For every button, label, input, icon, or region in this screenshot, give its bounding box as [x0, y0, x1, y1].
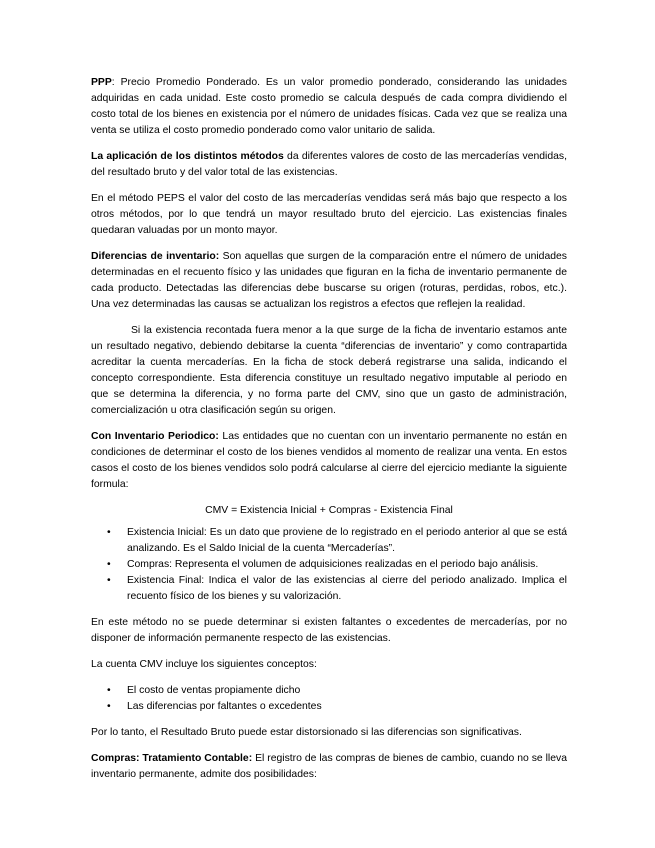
bullet-icon: • — [107, 575, 111, 586]
text-diferencias: Son aquellas que surgen de la comparación entre el número de unidades determinadas en el recuento físico y las unidades que figuran en la ficha de inventario permanente de cada producto. Detectadas las diferencias debe buscarse su origen (roturas, perdidas, robos, etc.). Una vez determinadas las causas se actualizan los registros a efectos que reflejen la realidad. — [91, 251, 567, 310]
paragraph-ppp — [91, 75, 567, 139]
paragraph-existencia: Si la existencia recontada fuera menor a la que surge de la ficha de inventario estamos ante un resultado negativo, debiendo debitarse la cuenta “diferencias de inventario” y como contrapartida acreditar la cuenta mercaderías. En la ficha de stock deberá registrarse una salida, indicando el concepto correspondiente. Esta diferencia constituye un resultado negativo imputable al periodo en que se determina la diferencia, y no forma parte del CMV, sino que un gasto de administración, comercialización u otra clasificación según su origen. — [91, 325, 567, 416]
bullet-icon: • — [107, 701, 111, 712]
cmv-bullet-list — [91, 683, 567, 715]
paragraph-peps: En el método PEPS el valor del costo de las mercaderías vendidas será más bajo que respecto a los otros métodos, por lo que tendrá un mayor resultado bruto del ejercicio. Las existencias finales quedaran valuadas por un monto mayor. — [91, 193, 567, 236]
text-aplicacion: da diferentes valores de costo de las mercaderías vendidas, del resultado bruto y del valor total de las existencias. — [91, 151, 567, 178]
paragraph-periodico — [91, 429, 567, 493]
paragraph-resultado: Por lo tanto, el Resultado Bruto puede estar distorsionado si las diferencias son significativas. — [91, 727, 522, 738]
list-item: • Existencia Final: Indica el valor de las existencias al cierre del periodo analizado. Implica el recuento físico de los bienes y su valorización. — [107, 575, 567, 602]
document-page — [91, 75, 567, 793]
list-item: • Compras: Representa el volumen de adquisiciones realizadas en el periodo bajo análisis. — [127, 557, 567, 573]
bullet-icon: • — [107, 527, 111, 538]
paragraph-metodo: En este método no se puede determinar si existen faltantes o excedentes de mercaderías, por no disponer de información permanente respecto de las existencias. — [91, 617, 567, 644]
term-periodico: Con Inventario Periodico: — [91, 431, 219, 442]
paragraph-cmv: La cuenta CMV incluye los siguientes conceptos: — [91, 659, 317, 670]
term-diferencias: Diferencias de inventario: — [91, 251, 220, 262]
list-item: • Las diferencias por faltantes o excedentes — [127, 699, 567, 715]
text-compras: El registro de las compras de bienes de cambio, cuando no se lleva inventario permanente, admite dos posibilidades: — [91, 753, 567, 780]
formula-cmv: CMV = Existencia Inicial + Compras - Existencia Final — [205, 505, 453, 516]
paragraph-compras — [91, 751, 567, 783]
term-ppp: PPP — [91, 77, 112, 88]
list-item: • Existencia Inicial: Es un dato que proviene de lo registrado en el periodo anterior al que se está analizando. Es el Saldo Inicial de la cuenta “Mercaderías”. — [107, 527, 567, 554]
term-compras: Compras: Tratamiento Contable: — [91, 753, 253, 764]
list-item: • El costo de ventas propiamente dicho — [127, 683, 567, 699]
bullet-icon: • — [107, 559, 111, 570]
term-aplicacion: La aplicación de los distintos métodos — [91, 151, 284, 162]
text-ppp: : Precio Promedio Ponderado. Es un valor promedio ponderado, considerando las unidades adquiridas en cada unidad. Este costo promedio se calcula después de cada compra dividiendo el costo total de los bienes en existencia por el número de unidades físicas. Cada vez que se realiza una venta se utiliza el costo promedio ponderado como valor unitario de salida. — [91, 77, 567, 136]
text-periodico: Las entidades que no cuentan con un inventario permanente no están en condiciones de determinar el costo de los bienes vendidos al momento de realizar una venta. En estos casos el costo de los bienes vendidos solo podrá calcularse al cierre del ejercicio mediante la siguiente formula: — [91, 431, 567, 490]
bullet-icon: • — [107, 685, 111, 696]
formula-bullet-list — [91, 525, 567, 605]
paragraph-diferencias — [91, 249, 567, 313]
paragraph-aplicacion — [91, 149, 567, 181]
